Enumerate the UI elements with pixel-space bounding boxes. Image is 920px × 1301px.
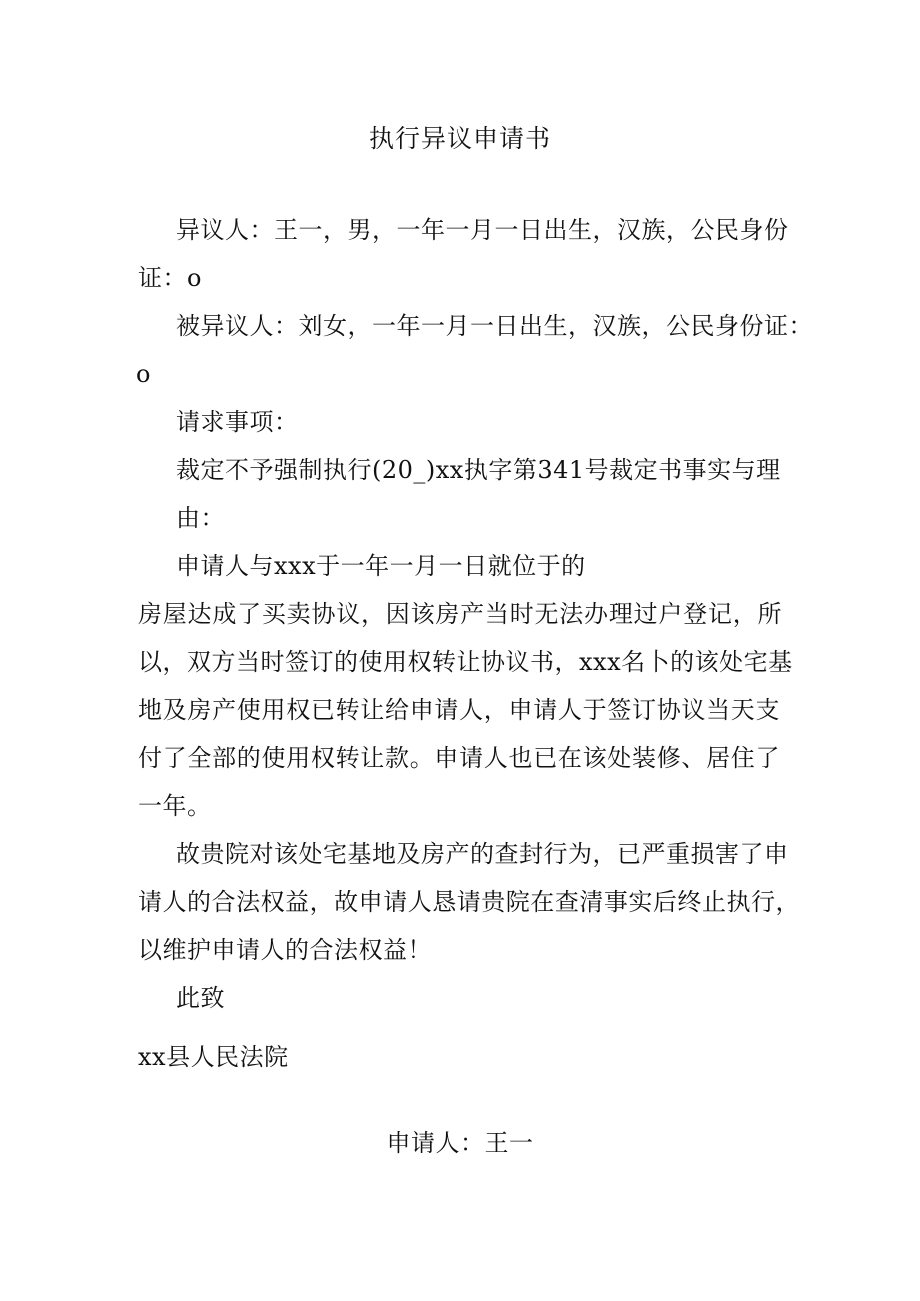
facts-line-2: 房屋达成了买卖协议，因该房产当时无法办理过户登记，所 [138, 600, 782, 628]
facts-line-6: 一年。 [138, 792, 212, 820]
respondent-line-1: 被异议人：刘女，一年一月一日出生，汉族，公民身份证： [176, 312, 813, 340]
objector-line-1: 异议人：王一，男，一年一月一日出生，汉族，公民身份 [176, 216, 789, 244]
request-heading: 请求事项： [176, 408, 299, 436]
facts-line-3: 以，双方当时签订的使用权转让协议书，xxx名卜的该处宅基 [138, 648, 793, 676]
court-name: xx县人民法院 [138, 1043, 289, 1071]
request-line-2: 由： [176, 504, 225, 532]
objector-line-2: 证：o [138, 264, 202, 292]
request-line-1: 裁定不予强制执行(20_)xx执字第341号裁定书事实与理 [176, 456, 781, 484]
applicant-signature: 申请人：王一 [386, 1129, 534, 1157]
facts-line-5: 付了全部的使用权转让款。申请人也已在该处装修、居住了 [138, 744, 780, 772]
respondent-line-2: o [136, 360, 151, 388]
facts-line-4: 地及房产使用权已转让给申请人，申请人于签订协议当天支 [138, 696, 780, 724]
facts-line-1: 申请人与xxx于一年一月一日就位于的 [176, 552, 586, 580]
conclusion-line-2: 请人的合法权益，故申请人恳请贵院在查清事实后终止执行， [138, 888, 800, 916]
conclusion-line-1: 故贵院对该处宅基地及房产的查封行为，已严重损害了申 [176, 840, 789, 868]
document-title: 执行异议申请书 [368, 124, 551, 153]
conclusion-line-3: 以维护申请人的合法权益！ [138, 936, 432, 964]
closing-salutation: 此致 [176, 984, 225, 1012]
